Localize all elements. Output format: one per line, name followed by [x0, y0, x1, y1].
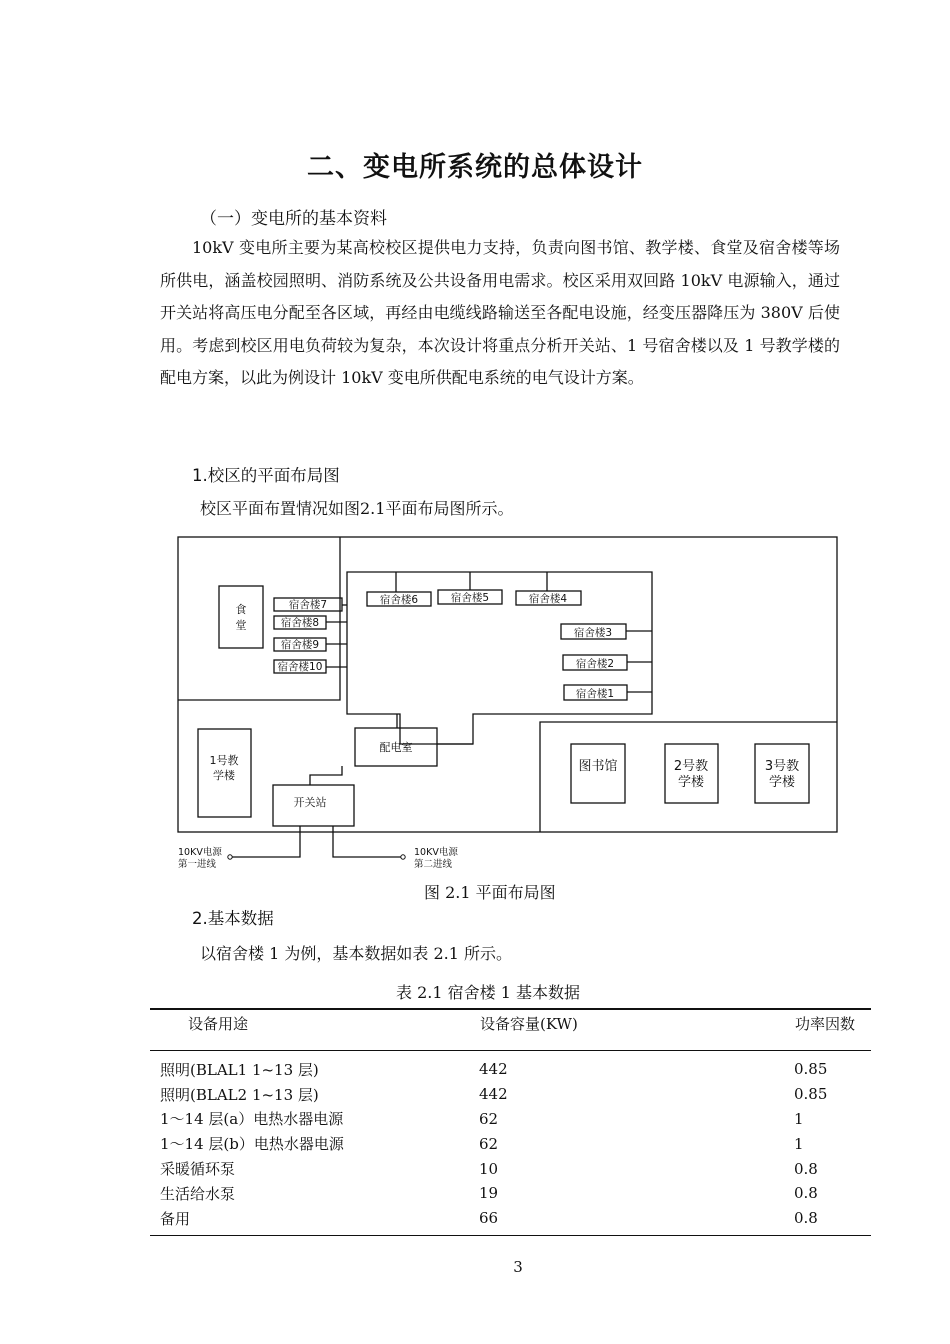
- table-caption: 表 2.1 宿舍楼 1 基本数据: [396, 983, 580, 1002]
- teaching3-label-2: 学楼: [768, 775, 796, 790]
- feeder2-label-2: 第二进线: [414, 859, 453, 870]
- dorm10-label: 宿舍楼10: [277, 661, 323, 673]
- table-header-row: [150, 1009, 871, 1051]
- intro-paragraph: 10kV 变电所主要为某高校校区提供电力支持，负责向图书馆、教学楼、食堂及宿舍楼等场所供电，涵盖校园照明、消防系统及公共设备用电需求。校区采用双回路 10kV 电源输入，通过开关站将高压电分配至各区域，再经由电缆线路输送至各配电设施，经变压器降压为 380V 后使用。考虑到校区用电负荷较为复杂，本次设计将重点分析开关站、1 号宿舍楼以及 1 号教学楼的配电方案，以此为例设计 10kV 变电所供配电系统的电气设计方案。: [160, 238, 840, 387]
- dorm9-label: 宿舍楼9: [280, 639, 320, 651]
- cell-capacity: 19: [479, 1184, 499, 1203]
- dorm2-label: 宿舍楼2: [575, 658, 615, 670]
- header-capacity: 设备容量(KW): [480, 1015, 578, 1033]
- dorm7-label: 宿舍楼7: [288, 599, 328, 611]
- dorm5-label: 宿舍楼5: [450, 592, 490, 604]
- feeder1-label-2: 第一进线: [178, 859, 217, 870]
- subsection-title-data: 2.基本数据: [192, 909, 274, 928]
- campus-boundary: [178, 537, 837, 832]
- feeder1-label-1: 10KV电源: [178, 847, 222, 858]
- header-usage: 设备用途: [188, 1015, 249, 1033]
- teaching2-label-1: 2号教: [673, 759, 709, 774]
- cell-power-factor: 0.8: [794, 1184, 818, 1203]
- station-to-room-line: [310, 766, 342, 785]
- cell-usage: 照明(BLAL2 1~13 层): [160, 1085, 319, 1104]
- teaching3-label-1: 3号教: [764, 759, 800, 774]
- feeder-2-line: [333, 826, 401, 857]
- dorm6-label: 宿舍楼6: [379, 594, 419, 606]
- cell-capacity: 442: [479, 1060, 508, 1079]
- cell-power-factor: 0.85: [794, 1085, 828, 1104]
- cell-power-factor: 0.8: [794, 1209, 818, 1228]
- cell-usage: 采暖循环泵: [160, 1160, 236, 1179]
- table-row: [150, 1131, 871, 1156]
- canteen-label-1: 食: [235, 603, 247, 616]
- cell-capacity: 66: [479, 1209, 499, 1228]
- canteen-box: [219, 586, 263, 648]
- header-power-factor: 功率因数: [795, 1015, 856, 1033]
- teaching1-label-1: 1号教: [209, 754, 239, 767]
- data-reference-text: 以宿舍楼 1 为例，基本数据如表 2.1 所示。: [200, 944, 512, 963]
- cell-capacity: 62: [479, 1109, 499, 1128]
- cell-capacity: 62: [479, 1134, 499, 1153]
- dorm8-label: 宿舍楼8: [280, 617, 320, 629]
- subsection-title-layout: 1.校区的平面布局图: [192, 466, 340, 485]
- feeder2-label-1: 10KV电源: [414, 847, 458, 858]
- section-title: （一）变电所的基本资料: [200, 209, 387, 229]
- cell-power-factor: 0.8: [794, 1159, 818, 1178]
- layout-reference-text: 校区平面布置情况如图2.1平面布局图所示。: [200, 499, 514, 518]
- teaching1-label-2: 学楼: [213, 769, 235, 782]
- cell-usage: 备用: [160, 1209, 191, 1228]
- table-row: [150, 1181, 871, 1206]
- cell-power-factor: 0.85: [794, 1060, 828, 1079]
- cell-usage: 1～14 层(a）电热水器电源: [160, 1110, 344, 1129]
- cell-power-factor: 1: [794, 1109, 804, 1128]
- feeder-1-line: [232, 826, 300, 857]
- cell-capacity: 442: [479, 1085, 508, 1104]
- cell-power-factor: 1: [794, 1134, 804, 1153]
- dorm4-label: 宿舍楼4: [528, 593, 568, 605]
- table-row: [150, 1082, 871, 1107]
- table-row: [150, 1156, 871, 1181]
- switch-station-label: 开关站: [293, 796, 327, 809]
- distribution-room-label: 配电室: [379, 741, 413, 754]
- cell-usage: 生活给水泵: [160, 1184, 236, 1203]
- dorm1-label: 宿舍楼1: [575, 688, 615, 700]
- canteen-label-2: 堂: [235, 619, 247, 632]
- cell-usage: 照明(BLAL1 1~13 层): [160, 1060, 319, 1079]
- teaching2-label-2: 学楼: [677, 775, 705, 790]
- cell-usage: 1～14 层(b）电热水器电源: [160, 1135, 344, 1154]
- chapter-heading: 二、变电所系统的总体设计: [307, 152, 643, 183]
- table-row: [150, 1206, 871, 1235]
- dorm3-label: 宿舍楼3: [573, 627, 613, 639]
- table-row: [150, 1051, 871, 1082]
- dorm1-data-table: [150, 1008, 871, 1236]
- page-number: 3: [513, 1258, 523, 1276]
- figure-caption: 图 2.1 平面布局图: [424, 883, 556, 902]
- table-row: [150, 1107, 871, 1132]
- campus-layout-diagram: [170, 530, 850, 875]
- cell-capacity: 10: [479, 1159, 499, 1178]
- library-label: 图书馆: [578, 759, 618, 774]
